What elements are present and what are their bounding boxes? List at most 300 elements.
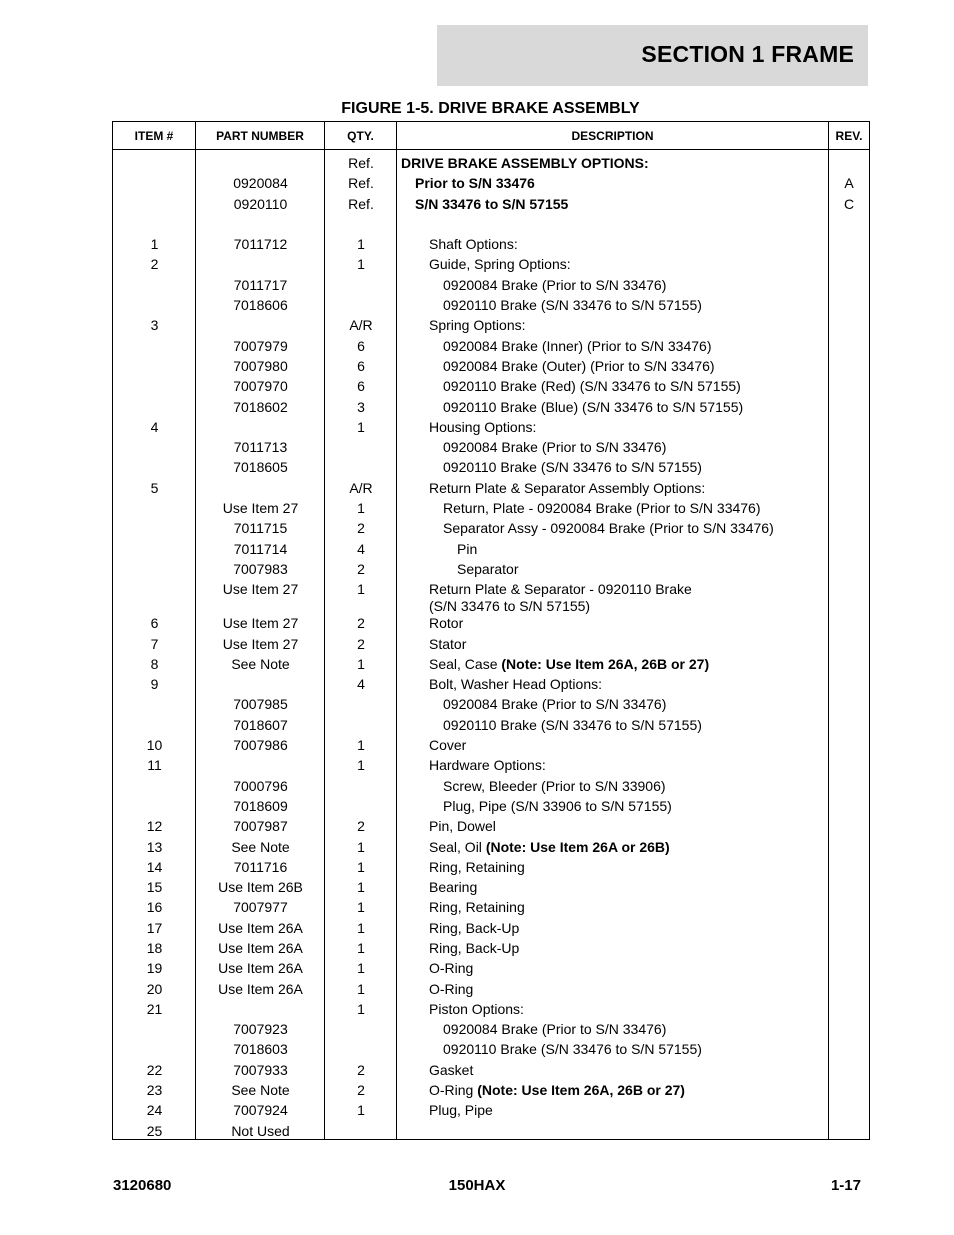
- description-cell: [397, 581, 829, 615]
- item-number-cell: [113, 338, 196, 358]
- description-cell: [397, 1123, 829, 1143]
- qty-cell: 1: [357, 939, 365, 956]
- item-number-cell: [113, 439, 196, 459]
- part-number-cell: Use Item 26A: [218, 960, 303, 977]
- description-cell: [397, 717, 829, 737]
- rev-cell: [829, 615, 869, 635]
- qty-cell: 1: [357, 980, 365, 997]
- column-header-item: ITEM #: [113, 122, 196, 149]
- rev-cell: [829, 960, 869, 980]
- part-number-cell: See Note: [231, 655, 290, 672]
- table-row: [113, 737, 869, 757]
- rev-cell: [829, 656, 869, 676]
- description-cell: [397, 1102, 829, 1122]
- qty-cell: [325, 798, 397, 818]
- description-cell: [397, 879, 829, 899]
- table-row: [113, 839, 869, 859]
- description-cell: [397, 899, 829, 919]
- part-number-cell: Not Used: [231, 1122, 290, 1139]
- table-row: [113, 439, 869, 459]
- description-cell: [397, 520, 829, 540]
- item-number-cell: [113, 175, 196, 195]
- table-row: [113, 297, 869, 317]
- rev-cell: [829, 940, 869, 960]
- table-row: [113, 1102, 869, 1122]
- part-number-cell: 7011712: [233, 236, 288, 253]
- qty-cell: [325, 1123, 397, 1143]
- table-row: [113, 256, 869, 276]
- item-number-cell: 6: [150, 615, 159, 632]
- item-number-cell: [113, 155, 196, 175]
- item-number-cell: 2: [150, 256, 159, 273]
- description-cell: [397, 480, 829, 500]
- item-number-cell: [113, 541, 196, 561]
- qty-cell: [325, 778, 397, 798]
- rev-cell: [829, 981, 869, 1001]
- table-row: [113, 1062, 869, 1082]
- qty-cell: 1: [357, 1000, 365, 1017]
- item-number-cell: [113, 216, 196, 236]
- item-number-cell: 14: [146, 858, 163, 875]
- description-cell: [397, 757, 829, 777]
- part-number-cell: 7018607: [233, 716, 288, 733]
- description-text: O-Ring: [429, 960, 474, 977]
- description-cell: [397, 920, 829, 940]
- part-number-cell: [196, 256, 325, 276]
- description-text: Separator: [457, 560, 519, 577]
- table-row: [113, 317, 869, 337]
- item-number-cell: 15: [146, 879, 163, 896]
- part-number-cell: See Note: [231, 838, 290, 855]
- description-cell: [397, 676, 829, 696]
- item-number-cell: [113, 798, 196, 818]
- description-cell: [397, 1001, 829, 1021]
- rev-cell: [829, 879, 869, 899]
- part-number-cell: [196, 216, 325, 236]
- table-row: [113, 399, 869, 419]
- table-row: [113, 459, 869, 479]
- qty-cell: 2: [357, 1061, 365, 1078]
- section-title: SECTION 1 FRAME: [641, 41, 854, 67]
- description-cell: [397, 500, 829, 520]
- rev-cell: [829, 778, 869, 798]
- rev-cell: [829, 717, 869, 737]
- description-text: Screw, Bleeder (Prior to S/N 33906): [443, 777, 666, 794]
- item-number-cell: 23: [146, 1082, 163, 1099]
- part-number-cell: 7007977: [233, 899, 288, 916]
- qty-cell: 1: [357, 655, 365, 672]
- description-text: O-Ring: [429, 1082, 478, 1099]
- description-text: Ring, Retaining: [429, 899, 525, 916]
- part-number-cell: See Note: [231, 1082, 290, 1099]
- description-text: Bearing: [429, 879, 478, 896]
- description-text: Cover: [429, 737, 467, 754]
- item-number-cell: 8: [150, 655, 159, 672]
- rev-cell: [829, 1082, 869, 1102]
- table-row: [113, 1082, 869, 1102]
- part-number-cell: Use Item 26B: [218, 879, 303, 896]
- item-number-cell: 13: [146, 838, 163, 855]
- item-number-cell: [113, 581, 196, 615]
- item-number-cell: 22: [146, 1061, 163, 1078]
- table-row: [113, 899, 869, 919]
- rev-cell: [829, 338, 869, 358]
- description-cell: [397, 419, 829, 439]
- description-cell: [397, 175, 829, 195]
- table-row: [113, 636, 869, 656]
- table-row: [113, 175, 869, 195]
- part-number-cell: [196, 155, 325, 175]
- qty-cell: 2: [357, 560, 365, 577]
- column-header-part-number: PART NUMBER: [196, 122, 325, 149]
- part-number-cell: 7011716: [233, 858, 288, 875]
- part-number-cell: 7011713: [233, 439, 288, 456]
- rev-cell: [829, 676, 869, 696]
- qty-cell: 2: [357, 520, 365, 537]
- part-number-cell: 7011717: [233, 276, 288, 293]
- description-text: Prior to S/N 33476: [415, 175, 535, 192]
- description-text: Seal, Case: [429, 655, 502, 672]
- item-number-cell: 24: [146, 1102, 163, 1119]
- table-row: [113, 1041, 869, 1061]
- section-banner: [437, 25, 868, 86]
- qty-cell: 2: [357, 818, 365, 835]
- item-number-cell: [113, 717, 196, 737]
- footer-page-number: 1-17: [830, 1177, 861, 1194]
- table-row: [113, 960, 869, 980]
- table-row: [113, 656, 869, 676]
- item-number-cell: 25: [146, 1122, 163, 1139]
- table-row: [113, 981, 869, 1001]
- description-text: 0920110 Brake (S/N 33476 to S/N 57155): [443, 1041, 702, 1058]
- rev-cell: [829, 541, 869, 561]
- rev-cell: [829, 236, 869, 256]
- qty-cell: 2: [357, 635, 365, 652]
- table-row: [113, 581, 869, 615]
- item-number-cell: [113, 297, 196, 317]
- description-text: Seal, Oil: [429, 838, 486, 855]
- rev-cell: [829, 399, 869, 419]
- table-row: [113, 338, 869, 358]
- item-number-cell: [113, 696, 196, 716]
- qty-cell: Ref.: [348, 175, 374, 192]
- description-cell: [397, 155, 829, 175]
- item-number-cell: 3: [150, 317, 159, 334]
- table-row: [113, 561, 869, 581]
- description-text: Bolt, Washer Head Options:: [429, 676, 603, 693]
- part-number-cell: 0920110: [233, 195, 288, 212]
- description-cell: [397, 236, 829, 256]
- item-number-cell: [113, 778, 196, 798]
- description-cell: [397, 615, 829, 635]
- parts-table: [112, 121, 870, 1140]
- part-number-cell: 7007985: [233, 696, 288, 713]
- description-text: Separator Assy - 0920084 Brake (Prior to S/N 33476): [443, 520, 774, 537]
- part-number-cell: Use Item 27: [222, 581, 299, 598]
- table-row: [113, 615, 869, 635]
- description-cell: [397, 636, 829, 656]
- item-number-cell: 18: [146, 939, 163, 956]
- rev-cell: [829, 155, 869, 175]
- part-number-cell: [196, 1001, 325, 1021]
- qty-cell: [325, 277, 397, 297]
- qty-cell: 4: [357, 676, 365, 693]
- rev-cell: [829, 1102, 869, 1122]
- item-number-cell: [113, 520, 196, 540]
- rev-cell: [829, 256, 869, 276]
- description-text: Gasket: [429, 1061, 474, 1078]
- rev-cell: [829, 1001, 869, 1021]
- rev-cell: [829, 561, 869, 581]
- rev-cell: [829, 520, 869, 540]
- part-number-cell: 7011715: [233, 520, 288, 537]
- rev-cell: [829, 1021, 869, 1041]
- description-cell: [397, 1062, 829, 1082]
- part-number-cell: Use Item 27: [222, 635, 299, 652]
- item-number-cell: [113, 196, 196, 216]
- qty-cell: 1: [357, 256, 365, 273]
- table-row: [113, 859, 869, 879]
- column-header-qty: QTY.: [325, 122, 397, 149]
- item-number-cell: [113, 399, 196, 419]
- table-row: [113, 358, 869, 378]
- qty-cell: 1: [357, 919, 365, 936]
- table-row: [113, 757, 869, 777]
- description-cell: [397, 196, 829, 216]
- item-number-cell: 4: [150, 418, 159, 435]
- item-number-cell: [113, 500, 196, 520]
- description-text: Plug, Pipe: [429, 1102, 493, 1119]
- item-number-cell: 7: [150, 635, 159, 652]
- part-number-cell: Use Item 26A: [218, 939, 303, 956]
- qty-cell: 1: [357, 879, 365, 896]
- description-text: Ring, Retaining: [429, 858, 525, 875]
- description-text: 0920084 Brake (Prior to S/N 33476): [443, 1021, 667, 1038]
- description-cell: [397, 818, 829, 838]
- qty-cell: Ref.: [348, 195, 374, 212]
- table-header: [113, 122, 869, 150]
- item-number-cell: [113, 561, 196, 581]
- qty-cell: 1: [357, 1102, 365, 1119]
- description-text: Plug, Pipe (S/N 33906 to S/N 57155): [443, 797, 672, 814]
- table-row: [113, 216, 869, 236]
- rev-cell: [829, 859, 869, 879]
- footer-doc-number: 3120680: [113, 1177, 172, 1194]
- description-text: O-Ring: [429, 980, 474, 997]
- qty-cell: 6: [357, 357, 365, 374]
- rev-cell: [829, 277, 869, 297]
- part-number-cell: Use Item 26A: [218, 919, 303, 936]
- table-row: [113, 236, 869, 256]
- rev-cell: [829, 636, 869, 656]
- description-text: 0920084 Brake (Inner) (Prior to S/N 33476): [443, 337, 712, 354]
- description-text: 0920110 Brake (S/N 33476 to S/N 57155): [443, 297, 702, 314]
- table-row: [113, 541, 869, 561]
- description-text: Return Plate & Separator Assembly Options:: [429, 479, 706, 496]
- rev-cell: [829, 297, 869, 317]
- table-row: [113, 196, 869, 216]
- rev-cell: C: [843, 195, 855, 212]
- qty-cell: 3: [357, 398, 365, 415]
- part-number-cell: 7018605: [233, 459, 288, 476]
- table-row: [113, 778, 869, 798]
- column-header-description: DESCRIPTION: [397, 122, 829, 149]
- qty-cell: 6: [357, 337, 365, 354]
- qty-cell: 1: [357, 960, 365, 977]
- part-number-cell: 7000796: [233, 777, 288, 794]
- description-text: Return Plate & Separator - 0920110 Brake (S/N 33476 to S/N 57155): [429, 581, 692, 615]
- description-cell: [397, 277, 829, 297]
- description-text: 0920084 Brake (Outer) (Prior to S/N 33476): [443, 357, 715, 374]
- table-row: [113, 1123, 869, 1143]
- qty-cell: [325, 297, 397, 317]
- description-text: 0920110 Brake (Blue) (S/N 33476 to S/N 57155): [443, 398, 744, 415]
- rev-cell: A: [844, 175, 854, 192]
- description-cell: [397, 859, 829, 879]
- table-row: [113, 155, 869, 175]
- qty-cell: 1: [357, 418, 365, 435]
- rev-cell: [829, 419, 869, 439]
- qty-cell: [325, 216, 397, 236]
- part-number-cell: Use Item 27: [222, 615, 299, 632]
- rev-cell: [829, 378, 869, 398]
- rev-cell: [829, 920, 869, 940]
- rev-cell: [829, 798, 869, 818]
- rev-cell: [829, 1062, 869, 1082]
- table-row: [113, 717, 869, 737]
- item-number-cell: 11: [147, 757, 162, 774]
- description-cell: [397, 439, 829, 459]
- qty-cell: 1: [357, 737, 365, 754]
- item-number-cell: 5: [150, 479, 159, 496]
- rev-cell: [829, 839, 869, 859]
- part-number-cell: [196, 317, 325, 337]
- part-number-cell: 7007980: [233, 357, 288, 374]
- description-text: Stator: [429, 635, 467, 652]
- item-number-cell: 9: [150, 676, 159, 693]
- table-row: [113, 676, 869, 696]
- description-cell: [397, 981, 829, 1001]
- part-number-cell: 7011714: [233, 540, 288, 557]
- item-number-cell: [113, 459, 196, 479]
- table-row: [113, 879, 869, 899]
- part-number-cell: 7018602: [233, 398, 288, 415]
- item-number-cell: 19: [146, 960, 163, 977]
- description-cell: [397, 216, 829, 236]
- description-text: 0920084 Brake (Prior to S/N 33476): [443, 696, 667, 713]
- part-number-cell: Use Item 27: [222, 500, 299, 517]
- table-row: [113, 1001, 869, 1021]
- qty-cell: 4: [357, 540, 365, 557]
- qty-cell: [325, 1021, 397, 1041]
- table-row: [113, 798, 869, 818]
- table-row: [113, 500, 869, 520]
- column-header-rev: REV.: [835, 128, 863, 143]
- description-cell: [397, 399, 829, 419]
- description-text: Return, Plate - 0920084 Brake (Prior to S/N 33476): [443, 500, 761, 517]
- description-text: Rotor: [429, 615, 464, 632]
- item-number-cell: 10: [146, 737, 163, 754]
- table-body: [113, 150, 869, 1139]
- item-number-cell: 1: [150, 236, 159, 253]
- table-row: [113, 940, 869, 960]
- qty-cell: 1: [357, 500, 365, 517]
- part-number-cell: 0920084: [233, 175, 288, 192]
- description-cell: [397, 960, 829, 980]
- description-cell: [397, 940, 829, 960]
- description-cell: [397, 1082, 829, 1102]
- description-cell: [397, 378, 829, 398]
- table-row: [113, 818, 869, 838]
- table-row: [113, 1021, 869, 1041]
- qty-cell: [325, 439, 397, 459]
- item-number-cell: 20: [146, 980, 163, 997]
- table-rows: [113, 155, 869, 1143]
- description-text: S/N 33476 to S/N 57155: [415, 195, 569, 212]
- description-cell: [397, 358, 829, 378]
- description-text: 0920110 Brake (S/N 33476 to S/N 57155): [443, 716, 702, 733]
- table-row: [113, 419, 869, 439]
- qty-cell: 1: [357, 838, 365, 855]
- description-cell: [397, 798, 829, 818]
- description-text: Housing Options:: [429, 418, 537, 435]
- qty-cell: Ref.: [348, 155, 374, 171]
- qty-cell: [325, 717, 397, 737]
- rev-cell: [829, 459, 869, 479]
- description-text: Ring, Back-Up: [429, 939, 520, 956]
- item-number-cell: [113, 358, 196, 378]
- footer-model: 150HAX: [448, 1177, 506, 1194]
- description-cell: [397, 656, 829, 676]
- part-number-cell: 7018606: [233, 297, 288, 314]
- rev-cell: [829, 317, 869, 337]
- rev-cell: [829, 358, 869, 378]
- rev-cell: [829, 216, 869, 236]
- description-text: Hardware Options:: [429, 757, 546, 774]
- qty-cell: 1: [357, 899, 365, 916]
- item-number-cell: 16: [146, 899, 163, 916]
- description-cell: [397, 1021, 829, 1041]
- part-number-cell: 7007979: [233, 337, 288, 354]
- part-number-cell: 7018603: [233, 1041, 288, 1058]
- table-row: [113, 480, 869, 500]
- part-number-cell: 7007987: [233, 818, 288, 835]
- item-number-cell: [113, 378, 196, 398]
- description-cell: [397, 317, 829, 337]
- rev-cell: [829, 818, 869, 838]
- rev-cell: [829, 1041, 869, 1061]
- table-row: [113, 378, 869, 398]
- description-cell: [397, 297, 829, 317]
- part-number-cell: Use Item 26A: [218, 980, 303, 997]
- part-number-cell: 7007923: [233, 1021, 288, 1038]
- description-cell: [397, 561, 829, 581]
- description-text: Pin, Dowel: [429, 818, 496, 835]
- item-number-cell: 12: [146, 818, 163, 835]
- item-number-cell: [113, 1021, 196, 1041]
- table-row: [113, 920, 869, 940]
- description-cell: [397, 338, 829, 358]
- description-text: Ring, Back-Up: [429, 919, 520, 936]
- description-text: 0920110 Brake (Red) (S/N 33476 to S/N 57155): [443, 378, 741, 395]
- qty-cell: 2: [357, 615, 365, 632]
- rev-cell: [829, 757, 869, 777]
- rev-cell: [829, 500, 869, 520]
- qty-cell: [325, 1041, 397, 1061]
- item-number-cell: 21: [146, 1000, 163, 1017]
- description-note: (Note: Use Item 26A or 26B): [485, 838, 670, 855]
- part-number-cell: 7007924: [233, 1102, 288, 1119]
